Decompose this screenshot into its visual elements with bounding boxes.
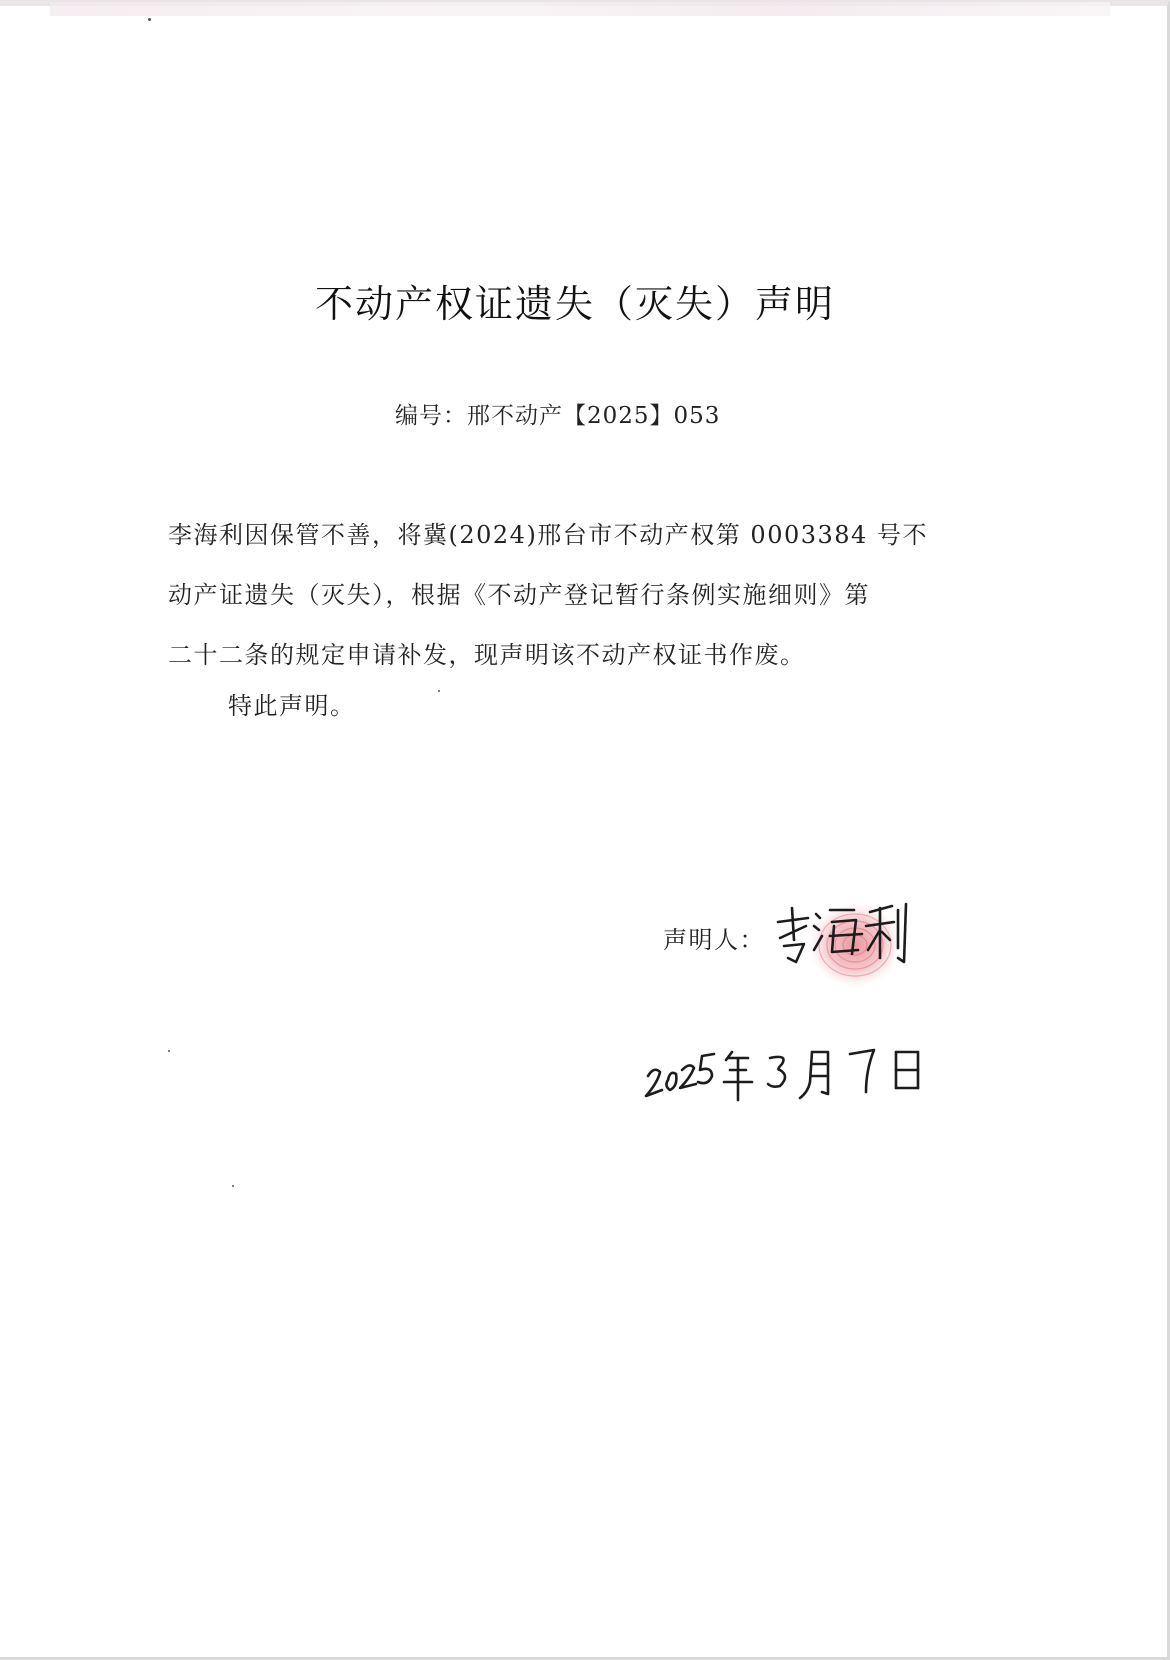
document-number: 编号：邢不动产【2025】053 [395, 403, 721, 429]
handwritten-signature [770, 900, 910, 970]
document-title: 不动产权证遗失（灭失）声明 [314, 282, 835, 326]
declarant-label: 声明人： [663, 926, 765, 954]
scan-speck [232, 1185, 234, 1187]
handwritten-date [640, 1040, 930, 1110]
scan-edge-strip [50, 2, 1110, 16]
scan-speck [168, 1050, 170, 1052]
scan-speck [148, 18, 151, 21]
closing-statement: 特此声明。 [228, 692, 356, 720]
declaration-body [168, 505, 998, 685]
body-line: 李海利因保管不善，将冀(2024)邢台市不动产权第 0003384 号不 [168, 521, 928, 549]
scan-speck [438, 690, 440, 692]
body-line: 动产证遗失（灭失），根据《不动产登记暂行条例实施细则》第 [168, 581, 870, 609]
body-line: 二十二条的规定申请补发，现声明该不动产权证书作废。 [168, 641, 806, 669]
